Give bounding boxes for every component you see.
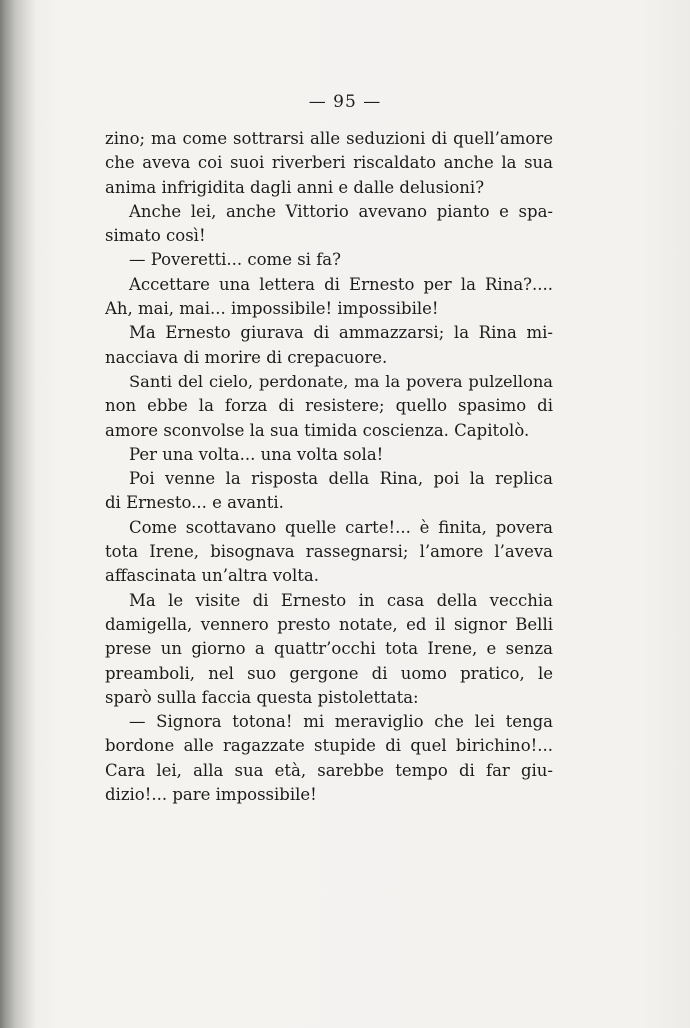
page-binding-shadow (0, 0, 36, 1028)
page-number: — 95 — (308, 92, 382, 112)
text-line: damigella, vennero presto notate, ed il signor Belli (105, 614, 553, 634)
text-line: Anche lei, anche Vittorio avevano pianto e spa- (129, 201, 553, 221)
text-line: dizio!... pare impossibile! (105, 785, 317, 805)
text-line: simato così! (105, 226, 206, 246)
text-line: — Poveretti... come si fa? (129, 250, 341, 270)
text-line: Cara lei, alla sua età, sarebbe tempo di far giu- (105, 760, 553, 780)
text-line: Ma le visite di Ernesto in casa della vecchia (129, 590, 553, 610)
body-text (105, 127, 553, 807)
text-line: preamboli, nel suo gergone di uomo pratico, le (105, 663, 553, 683)
text-line: tota Irene, bisognava rassegnarsi; l’amore l’aveva (105, 542, 553, 562)
text-line: non ebbe la forza di resistere; quello spasimo di (105, 396, 553, 416)
text-line: Ma Ernesto giurava di ammazzarsi; la Rina mi- (129, 323, 553, 343)
text-line: Santi del cielo, perdonate, ma la povera pulzellona (129, 371, 553, 391)
text-line: Accettare una lettera di Ernesto per la Rina?.... (129, 274, 553, 294)
text-line: Poi venne la risposta della Rina, poi la replica (129, 469, 553, 489)
text-line: anima infrigidita dagli anni e dalle delusioni? (105, 177, 485, 197)
text-line: zino; ma come sottrarsi alle seduzioni di quell’amore (105, 129, 553, 148)
text-line: nacciava di morire di crepacuore. (105, 347, 388, 367)
text-line: affascinata un’altra volta. (105, 566, 320, 586)
text-line: di Ernesto... e avanti. (105, 493, 284, 513)
text-line: prese un giorno a quattr’occhi tota Irene, e senza (105, 639, 553, 659)
text-line: sparò sulla faccia questa pistolettata: (105, 687, 419, 707)
text-line: Ah, mai, mai... impossibile! impossibile! (105, 299, 439, 319)
text-line: che aveva coi suoi riverberi riscaldato anche la sua (105, 153, 553, 173)
text-line: bordone alle ragazzate stupide di quel birichino!... (105, 736, 553, 756)
text-line: — Signora totona! mi meraviglio che lei tenga (129, 712, 553, 732)
text-line: Come scottavano quelle carte!... è finita, povera (129, 517, 553, 537)
text-line: amore sconvolse la sua timida coscienza. Capitolò. (105, 420, 530, 440)
text-line: Per una volta... una volta sola! (129, 444, 384, 464)
